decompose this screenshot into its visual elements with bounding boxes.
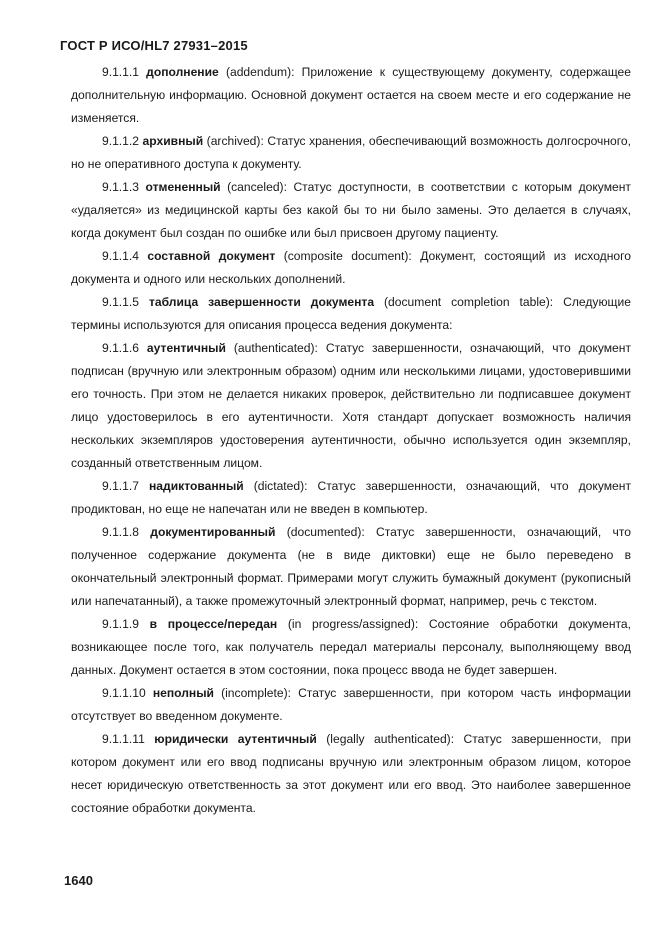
document-header: ГОСТ Р ИСО/HL7 27931–2015	[60, 38, 248, 53]
clause-number: 9.1.1.9	[102, 617, 139, 631]
definition-paragraph	[71, 682, 631, 728]
page-number: 1640	[64, 873, 93, 888]
clause-number: 9.1.1.6	[102, 341, 139, 355]
definition-paragraph	[71, 176, 631, 245]
english-term: (incomplete):	[221, 686, 291, 700]
term: архивный	[142, 134, 204, 148]
english-term: (documented):	[286, 525, 365, 539]
term: таблица завершенности документа	[148, 295, 375, 309]
definition-paragraph	[71, 337, 631, 475]
term: аутентичный	[146, 341, 226, 355]
definition-text: Статус завершенности, означающий, что полученное содержание документа (не в виде диктовки) еще не было переведено в окончательный электронный формат. Примерами могут служить бумажный документ (рукописный или напечатанный), а также промежуточный электронный формат, например, речь с текстом.	[71, 525, 631, 608]
definition-text: Следующие термины используются для описания процесса ведения документа:	[71, 295, 631, 332]
term: надиктованный	[149, 479, 244, 493]
term: в процессе/передан	[149, 617, 278, 631]
clause-number: 9.1.1.7	[102, 479, 139, 493]
clause-number: 9.1.1.5	[102, 295, 139, 309]
definition-paragraph	[71, 245, 631, 291]
term: юридически аутентичный	[154, 732, 317, 746]
definition-text: Статус завершенности, означающий, что документ продиктован, но еще не напечатан или не введен в компьютер.	[71, 479, 631, 516]
clause-number: 9.1.1.11	[102, 732, 145, 746]
document-body	[71, 61, 631, 820]
definition-paragraph	[71, 728, 631, 820]
definition-paragraph	[71, 130, 631, 176]
clause-number: 9.1.1.10	[102, 686, 146, 700]
definition-text: Статус доступности, в соответствии с которым документ «удаляется» из медицинской карты без какой бы то ни было замены. Это делается в случаях, когда документ был создан по ошибке или был присвоен другому пациенту.	[71, 180, 631, 240]
definition-text: Приложение к существующему документу, содержащее дополнительную информацию. Основной документ остается на своем месте и его содержание не изменяется.	[71, 65, 631, 125]
definition-paragraph	[71, 291, 631, 337]
term: составной документ	[147, 249, 276, 263]
english-term: (legally authenticated):	[326, 732, 455, 746]
clause-number: 9.1.1.1	[102, 65, 139, 79]
english-term: (archived):	[206, 134, 264, 148]
definition-paragraph	[71, 61, 631, 130]
definition-paragraph	[71, 521, 631, 613]
definition-text: Документ, состоящий из исходного документа и одного или нескольких дополнений.	[71, 249, 631, 286]
definition-text: Состояние обработки документа, возникающее после того, как получатель передал материалы персоналу, выполняющему ввод данных. Документ остается в этом состоянии, пока процесс ввода не будет завершен.	[71, 617, 631, 677]
english-term: (dictated):	[253, 479, 308, 493]
definition-text: Статус завершенности, при котором часть информации отсутствует во введенном документе.	[71, 686, 631, 723]
definition-paragraph	[71, 475, 631, 521]
term: дополнение	[146, 65, 219, 79]
english-term: (in progress/assigned):	[287, 617, 419, 631]
clause-number: 9.1.1.3	[102, 180, 139, 194]
clause-number: 9.1.1.4	[102, 249, 139, 263]
term: отмененный	[145, 180, 221, 194]
term: документированный	[150, 525, 276, 539]
clause-number: 9.1.1.2	[102, 134, 139, 148]
english-term: (authenticated):	[233, 341, 318, 355]
english-term: (addendum):	[225, 65, 295, 79]
clause-number: 9.1.1.8	[102, 525, 139, 539]
definition-text: Статус хранения, обеспечивающий возможность долгосрочного, но не оперативного доступа к документу.	[71, 134, 631, 171]
definition-text: Статус завершенности, означающий, что документ подписан (вручную или электронным образом) одним или несколькими лицами, удостоверившими его точность. При этом не делается никаких проверок, действительно ли подписавшее документ лицо удостоверилось в его аутентичности. Хотя стандарт допускает возможность наличия нескольких экземпляров удостоверения аутентичности, обычно используется один экземпляр, созданный ответственным лицом.	[71, 341, 631, 470]
english-term: (canceled):	[227, 180, 287, 194]
term: неполный	[152, 686, 214, 700]
english-term: (composite document):	[283, 249, 412, 263]
definition-paragraph	[71, 613, 631, 682]
definition-text: Статус завершенности, при котором документ или его ввод подписаны вручную или электронным образом лицом, которое несет юридическую ответственность за этот документ или его ввод. Это наиболее завершенное состояние обработки документа.	[71, 732, 631, 815]
english-term: (document completion table):	[384, 295, 554, 309]
